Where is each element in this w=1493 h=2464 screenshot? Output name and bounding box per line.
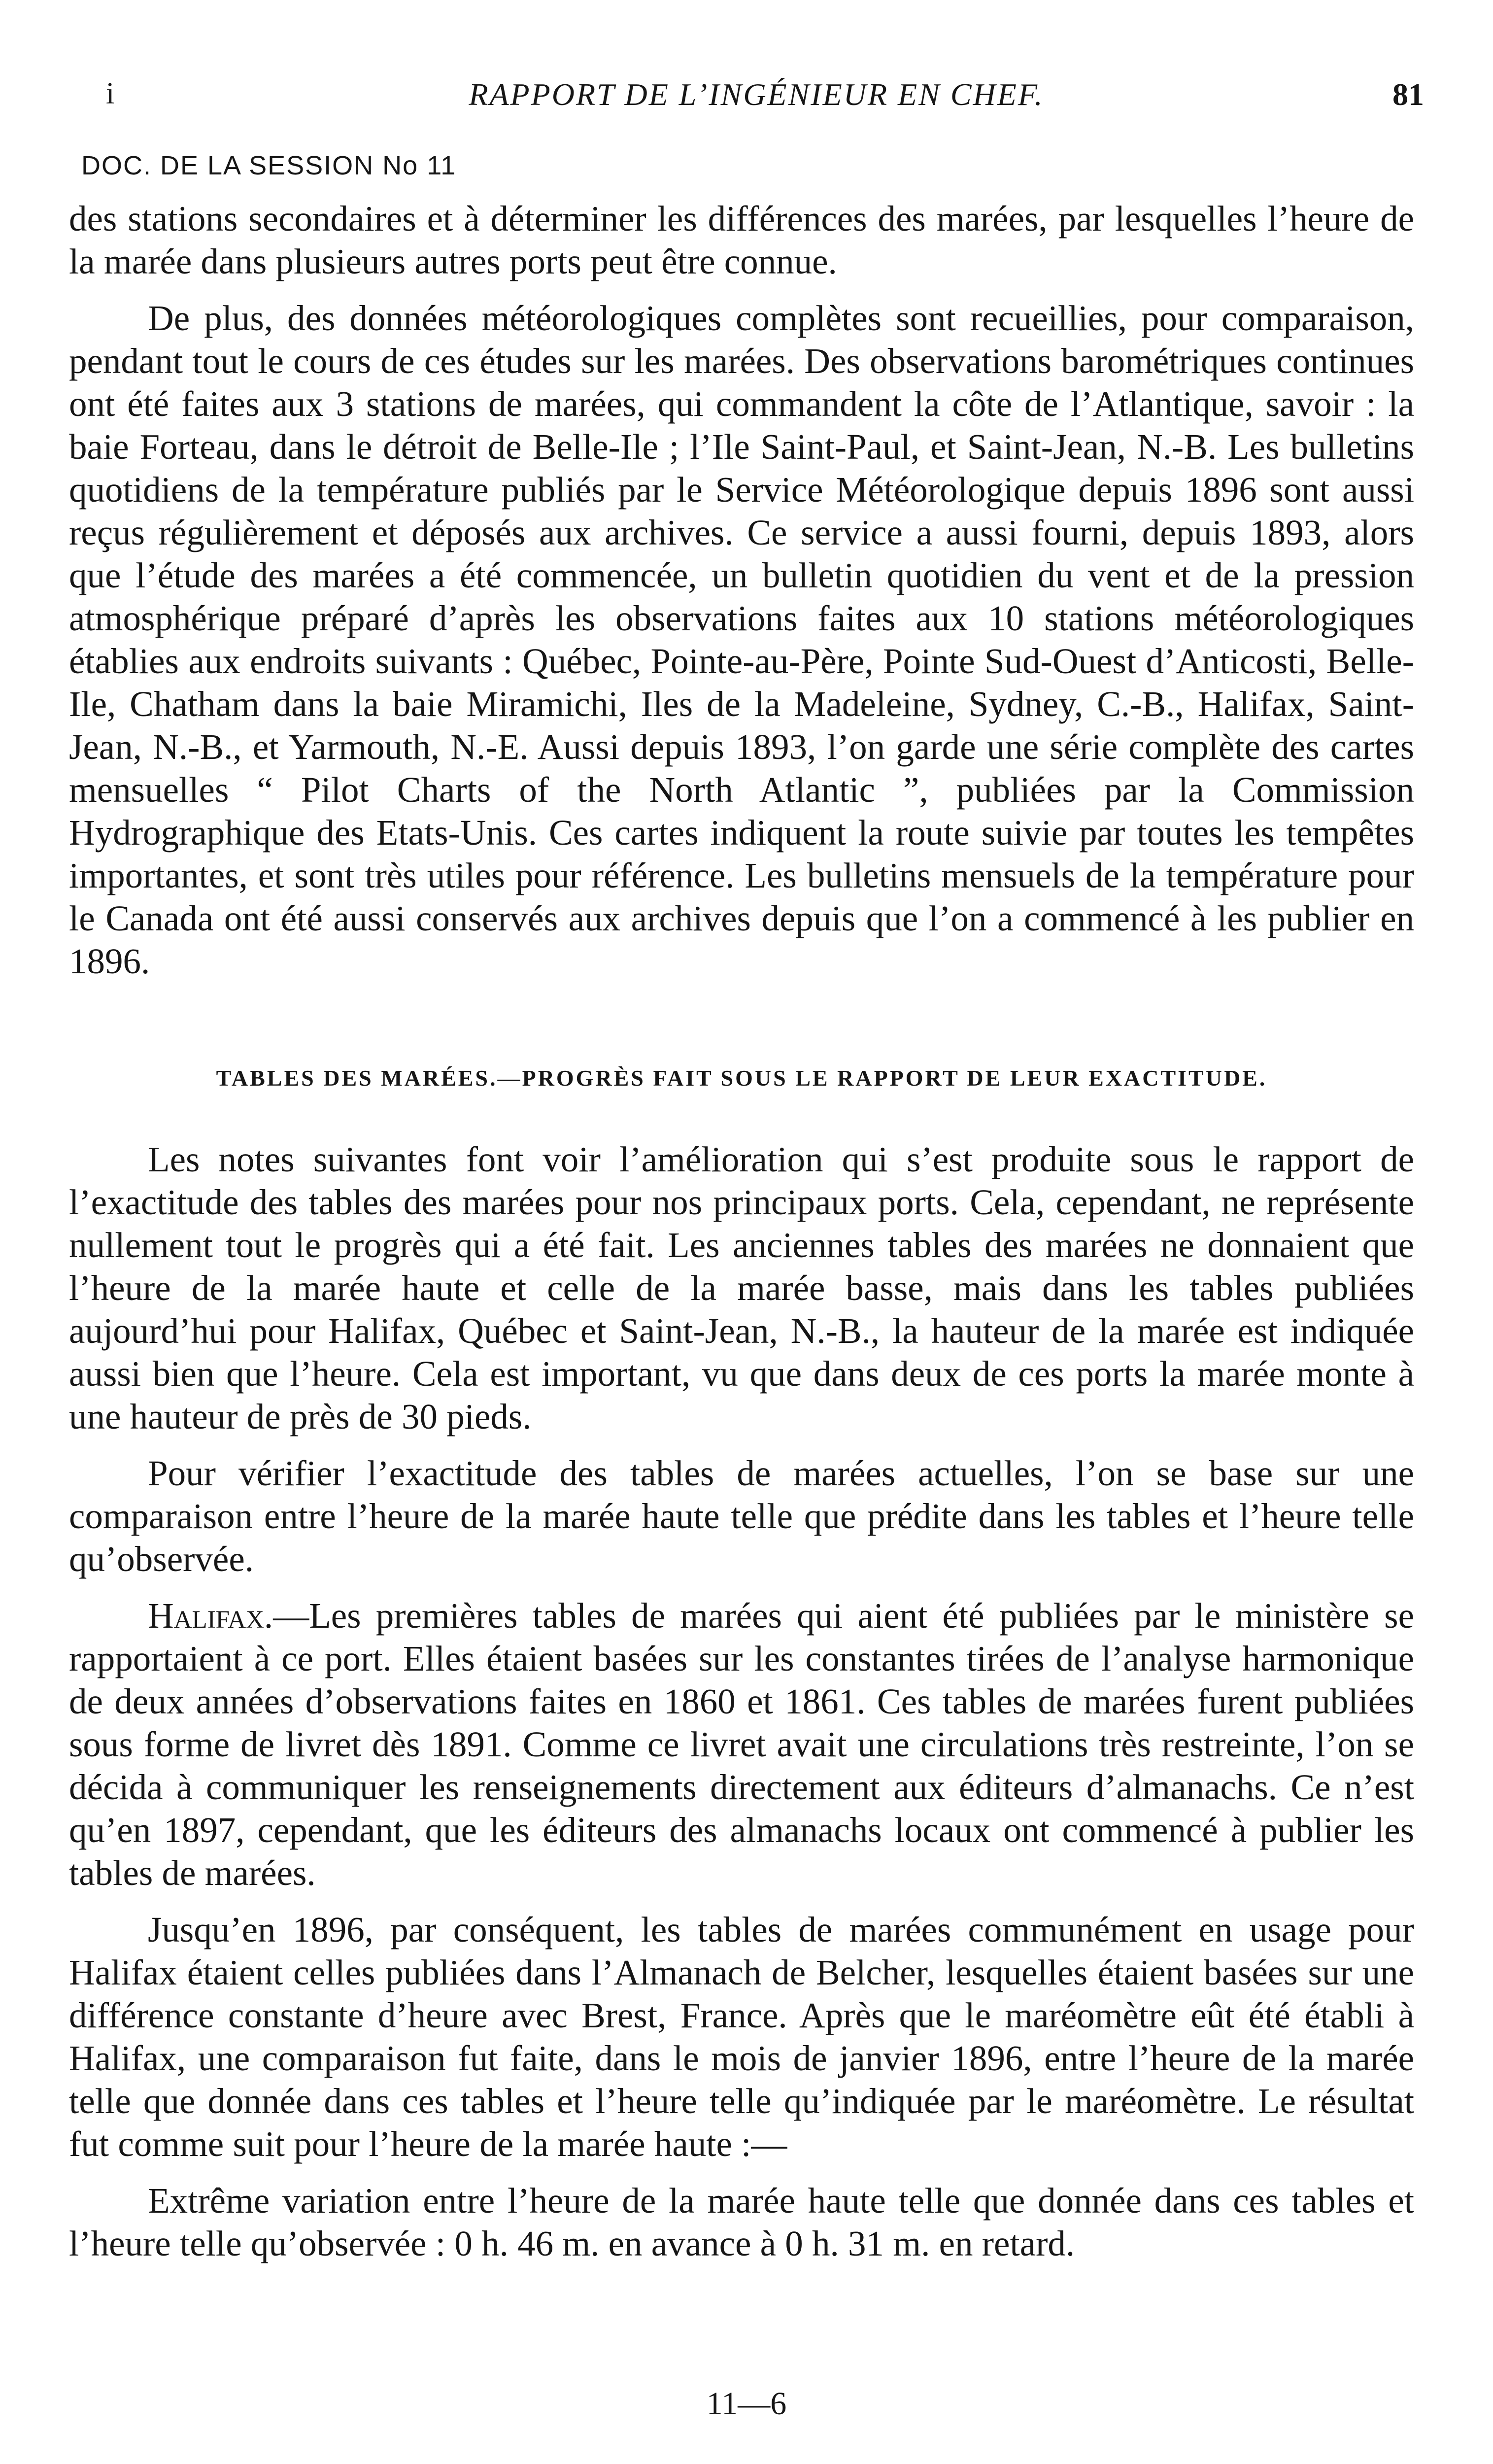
paragraph-variation: Extrême variation entre l’heure de la marée haute telle que donnée dans ces tables et l’heure telle qu’observée : 0 h. 46 m. en avance à 0 h. 31 m. en retard. [69,2181,1414,2263]
header-title: RAPPORT DE L’INGÉNIEUR EN CHEF. [469,77,1044,112]
paragraph-continuation: des stations secondaires et à déterminer les différences des marées, par lesquelles l’heure de la marée dans plusieurs autres ports peut être connue. [69,199,1414,281]
section-heading: TABLES DES MARÉES.—PROGRÈS FAIT SOUS LE RAPPORT DE LEUR EXACTITUDE. [216,1065,1267,1091]
signature-mark: 11—6 [706,2386,787,2422]
paragraph-verification: Pour vérifier l’exactitude des tables de marées actuelles, l’on se base sur une comparaison entre l’heure de la marée haute telle que prédite dans les tables et l’heure telle qu’observée. [69,1453,1414,1579]
paragraph-halifax [69,1594,1414,1894]
header-marker: i [106,77,115,110]
paragraph-meteorology: De plus, des données météorologiques complètes sont recueillies, pour comparaison, pendant tout le cours de ces études sur les marées. Des observations barométriques continues ont été faites aux 3 stations de marées, qui commandent la côte de l’Atlantique, savoir : la baie Forteau, dans le détroit de Belle-Ile ; l’Ile Saint-Paul, et Saint-Jean, N.-B. Les bulletins quotidiens de la température publiés par le Service Météorologique depuis 1896 sont aussi reçus régulièrement et déposés aux archives. Ce service a aussi fourni, depuis 1893, alors que l’étude des marées a été commencée, un bulletin quotidien du vent et de la pression atmosphérique préparé d’après les observations faites aux 10 stations météorologiques établies aux endroits suivants : Québec, Pointe-au-Père, Pointe Sud-Ouest d’Anticosti, Belle-Ile, Chatham dans la baie Miramichi, Iles de la Madeleine, Sydney, C.-B., Halifax, Saint-Jean, N.-B., et Yarmouth, N.-E. Aussi depuis 1893, l’on garde une série complète des cartes mensuelles “ Pilot Charts of the North Atlantic ”, publiées par la Commission Hydrographique des Etats-Unis. Ces cartes indiquent la route suivie par toutes les tempêtes importantes, et sont très utiles pour référence. Les bulletins mensuels de la température pour le Canada ont été aussi conservés aux archives depuis que l’on a commencé à les publier en 1896. [69,298,1414,981]
paragraph-improvement: Les notes suivantes font voir l’amélioration qui s’est produite sous le rapport de l’exactitude des tables des marées pour nos principaux ports. Cela, cependant, ne représente nullement tout le progrès qui a été fait. Les anciennes tables des marées ne donnaient que l’heure de la marée haute et celle de la marée basse, mais dans les tables publiées aujourd’hui pour Halifax, Québec et Saint-Jean, N.-B., la hauteur de la marée est indiquée aussi bien que l’heure. Cela est important, vu que dans deux de ces ports la marée monte à une hauteur de près de 30 pieds. [69,1139,1414,1437]
page-number: 81 [1392,77,1424,112]
paragraph-belcher: Jusqu’en 1896, par conséquent, les tables de marées communément en usage pour Halifax étaient celles publiées dans l’Almanach de Belcher, lesquelles étaient basées sur une différence constante d’heure avec Brest, France. Après que le maréomètre eût été établi à Halifax, une comparaison fut faite, dans le mois de janvier 1896, entre l’heure de la marée telle que donnée dans ces tables et l’heure telle qu’indiquée par le maréomètre. Le résultat fut comme suit pour l’heure de la marée haute :— [69,1910,1414,2164]
paragraph-lead-halifax: Halifax. [148,1596,273,1636]
body-text [69,197,1414,2265]
session-label: DOC. DE LA SESSION No 11 [81,151,457,180]
paragraph-halifax-text: —Les premières tables de marées qui aient été publiées par le ministère se rapportaient à ce port. Elles étaient basées sur les constantes tirées de l’analyse harmonique de deux années d’observations faites en 1860 et 1861. Ces tables de marées furent publiées sous forme de livret dès 1891. Comme ce livret avait une circulations très restreinte, l’on se décida à communiquer les renseignements directement aux éditeurs d’almanachs. Ce n’est qu’en 1897, cependant, que les éditeurs des almanachs locaux ont commencé à publier les tables de marées. [69,1596,1414,1893]
running-header [79,71,1434,126]
